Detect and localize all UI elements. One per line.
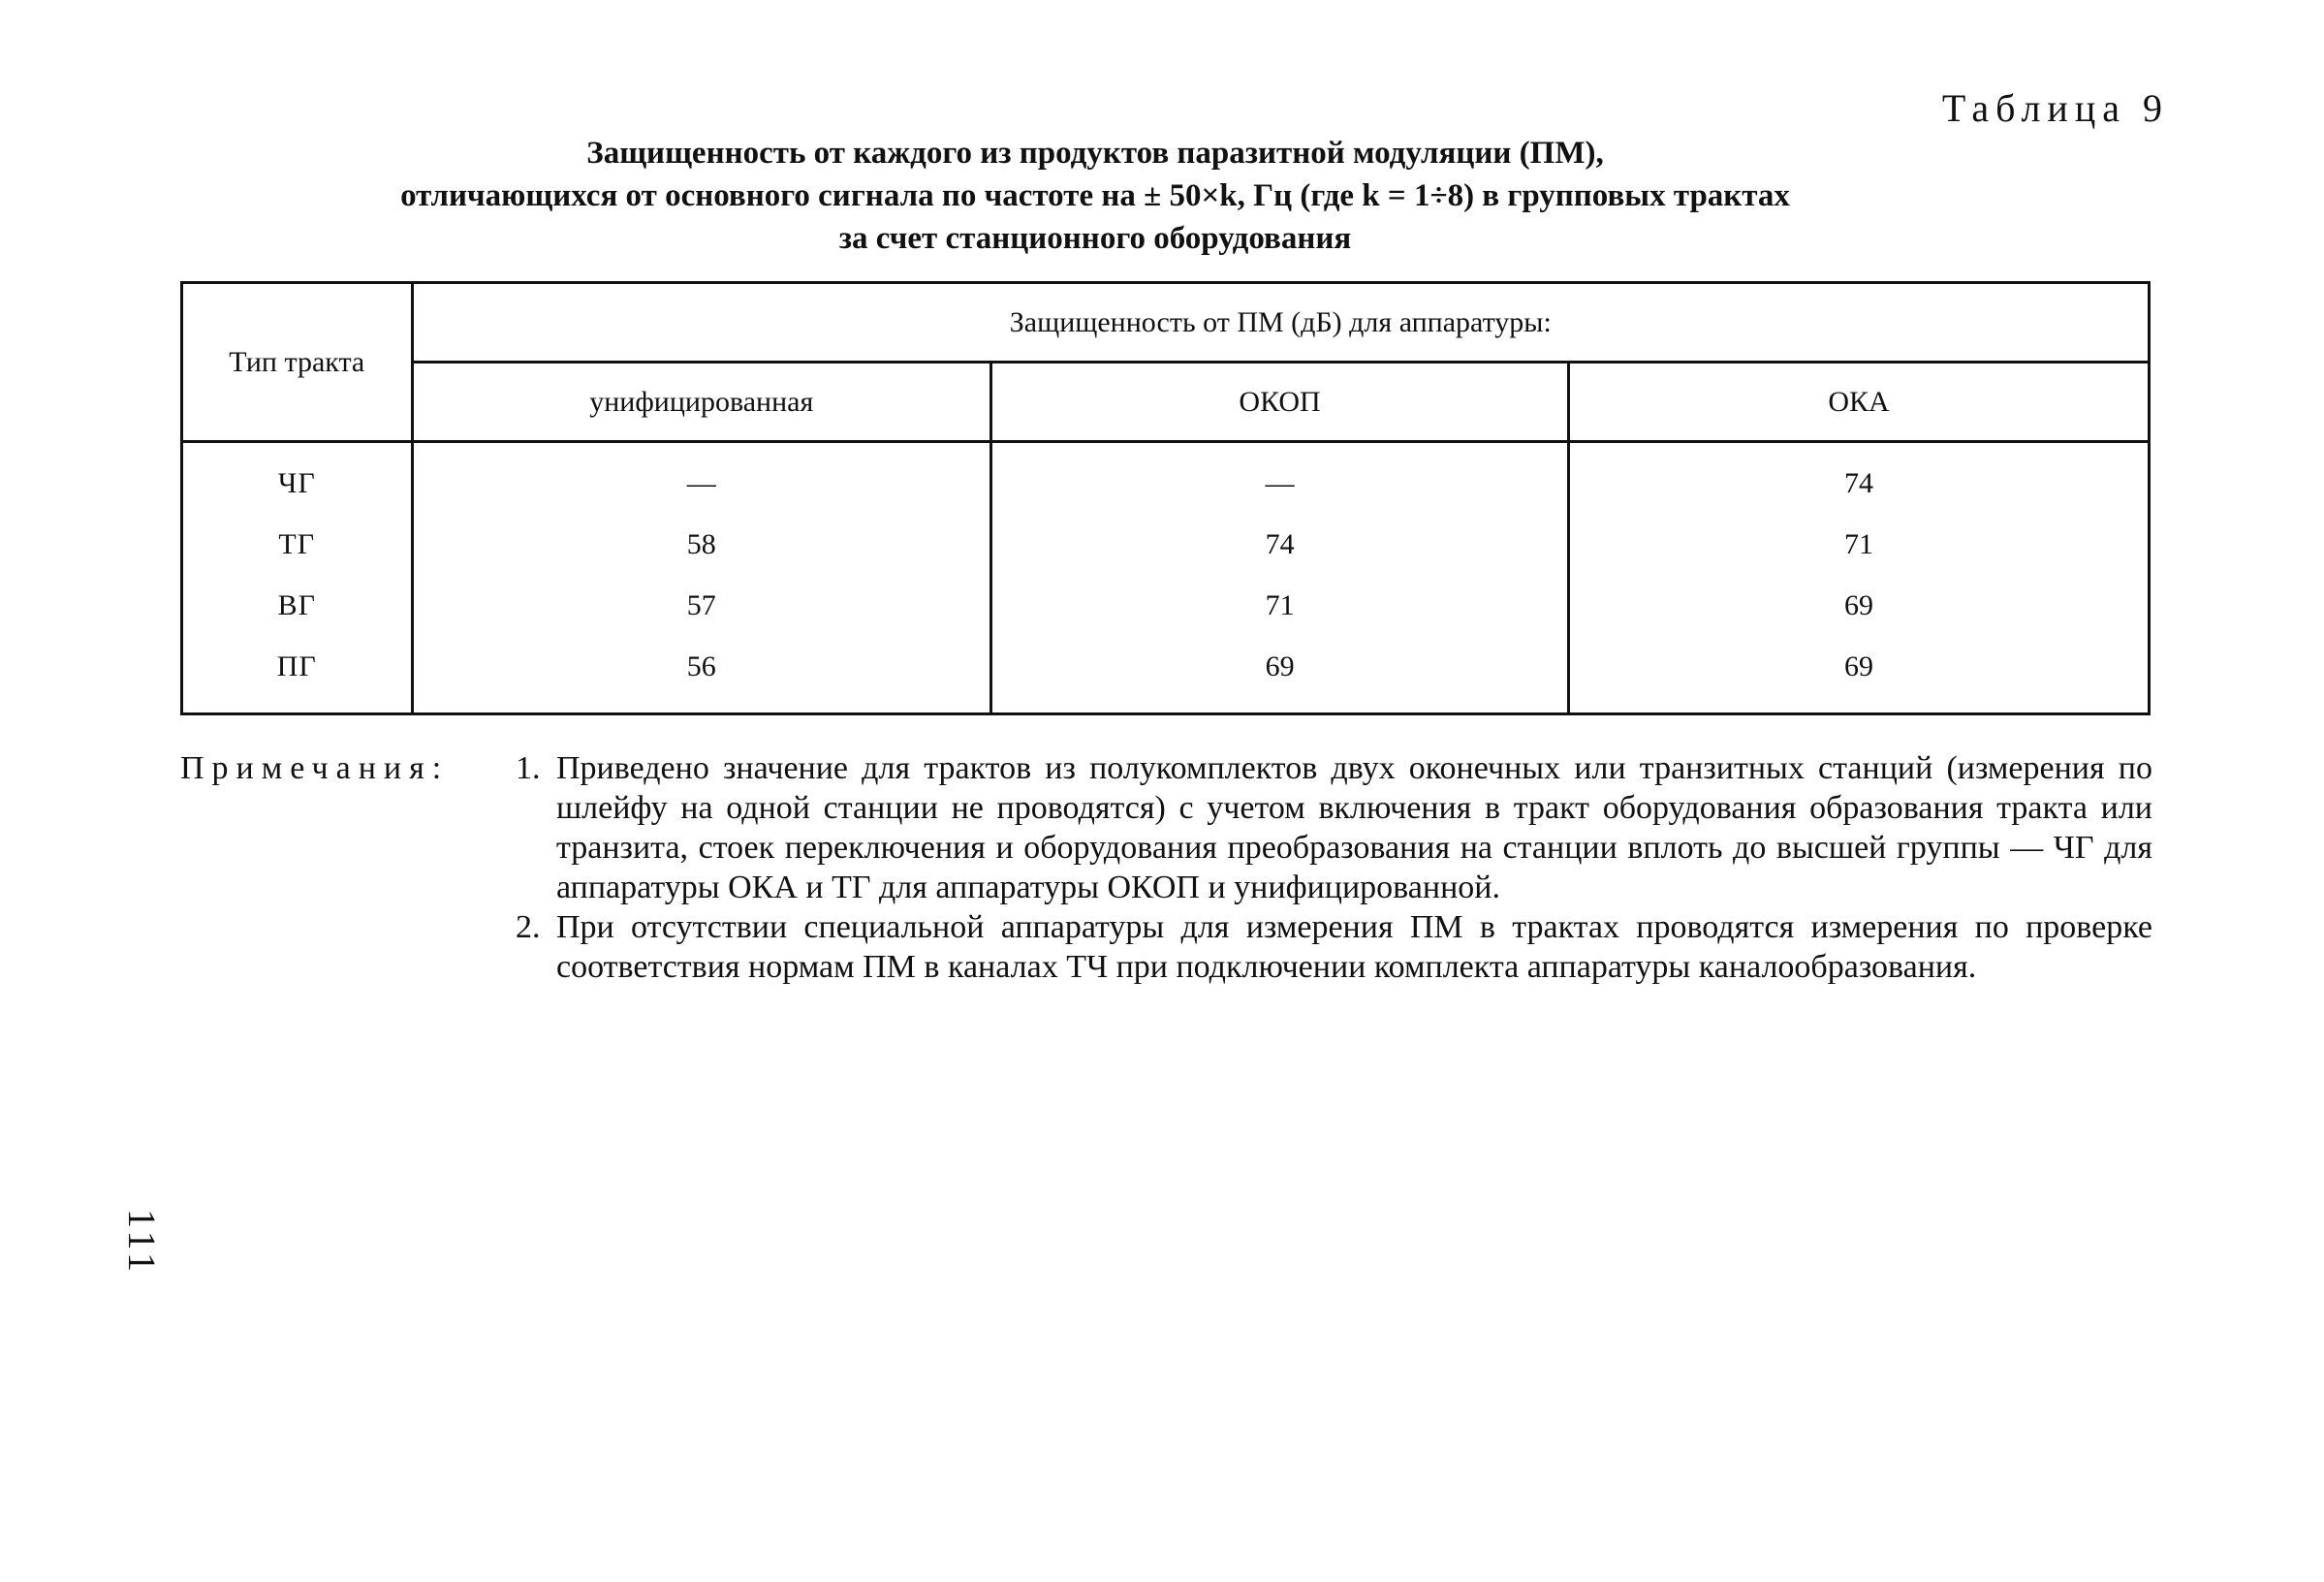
note-2 <box>180 907 2152 987</box>
row-type: ВГ <box>182 575 413 636</box>
cell-value: 71 <box>991 575 1569 636</box>
page-number: 111 <box>120 1208 165 1277</box>
header-track-type: Тип тракта <box>182 283 413 442</box>
protection-table <box>180 281 2151 715</box>
note-number: 1. <box>516 750 541 786</box>
cell-value: 56 <box>412 636 990 714</box>
cell-value: 74 <box>991 514 1569 575</box>
cell-value: — <box>991 442 1569 515</box>
table-row <box>182 575 2150 636</box>
note-number: 2. <box>516 909 541 945</box>
cell-value: 69 <box>991 636 1569 714</box>
cell-value: 69 <box>1569 636 2150 714</box>
title-line-2: отличающихся от основного сигнала по частоте на ± 50×k, Гц (где k = 1÷8) в групповых трактах <box>400 178 1790 213</box>
row-type: ТГ <box>182 514 413 575</box>
table-row <box>182 442 2150 515</box>
cell-value: 58 <box>412 514 990 575</box>
cell-value: 69 <box>1569 575 2150 636</box>
title-line-3: за счет станционного оборудования <box>838 221 1352 256</box>
table-number: Таблица 9 <box>1941 86 2169 130</box>
table-row <box>182 514 2150 575</box>
note-1 <box>180 748 2152 907</box>
table-title <box>271 132 1919 260</box>
header-okop: ОКОП <box>991 363 1569 442</box>
cell-value: 71 <box>1569 514 2150 575</box>
header-oka: ОКА <box>1569 363 2150 442</box>
cell-value: 57 <box>412 575 990 636</box>
row-type: ПГ <box>182 636 413 714</box>
note-text: Приведено значение для трактов из полукомплектов двух оконечных или транзитных станций (измерения по шлейфу на одной станции не проводятся) с учетом включения в тракт оборудования образования тракта или транзита, стоек переключения и оборудования преобразования на станции вплоть до высшей группы — ЧГ для аппаратуры ОКА и ТГ для аппаратуры ОКОП и унифицированной. <box>556 750 2152 905</box>
header-unified: унифицированная <box>412 363 990 442</box>
table-row <box>182 636 2150 714</box>
notes-section <box>180 748 2152 987</box>
cell-value: — <box>412 442 990 515</box>
title-line-1: Защищенность от каждого из продуктов паразитной модуляции (ПМ), <box>586 136 1604 171</box>
note-text: При отсутствии специальной аппаратуры для измерения ПМ в трактах проводятся измерения по проверке соответствия нормам ПМ в каналах ТЧ при подключении комплекта аппаратуры каналообразования. <box>556 909 2152 985</box>
row-type: ЧГ <box>182 442 413 515</box>
notes-lead: Примечания: <box>180 750 450 786</box>
cell-value: 74 <box>1569 442 2150 515</box>
header-protection-group: Защищенность от ПМ (дБ) для аппаратуры: <box>412 283 2149 363</box>
